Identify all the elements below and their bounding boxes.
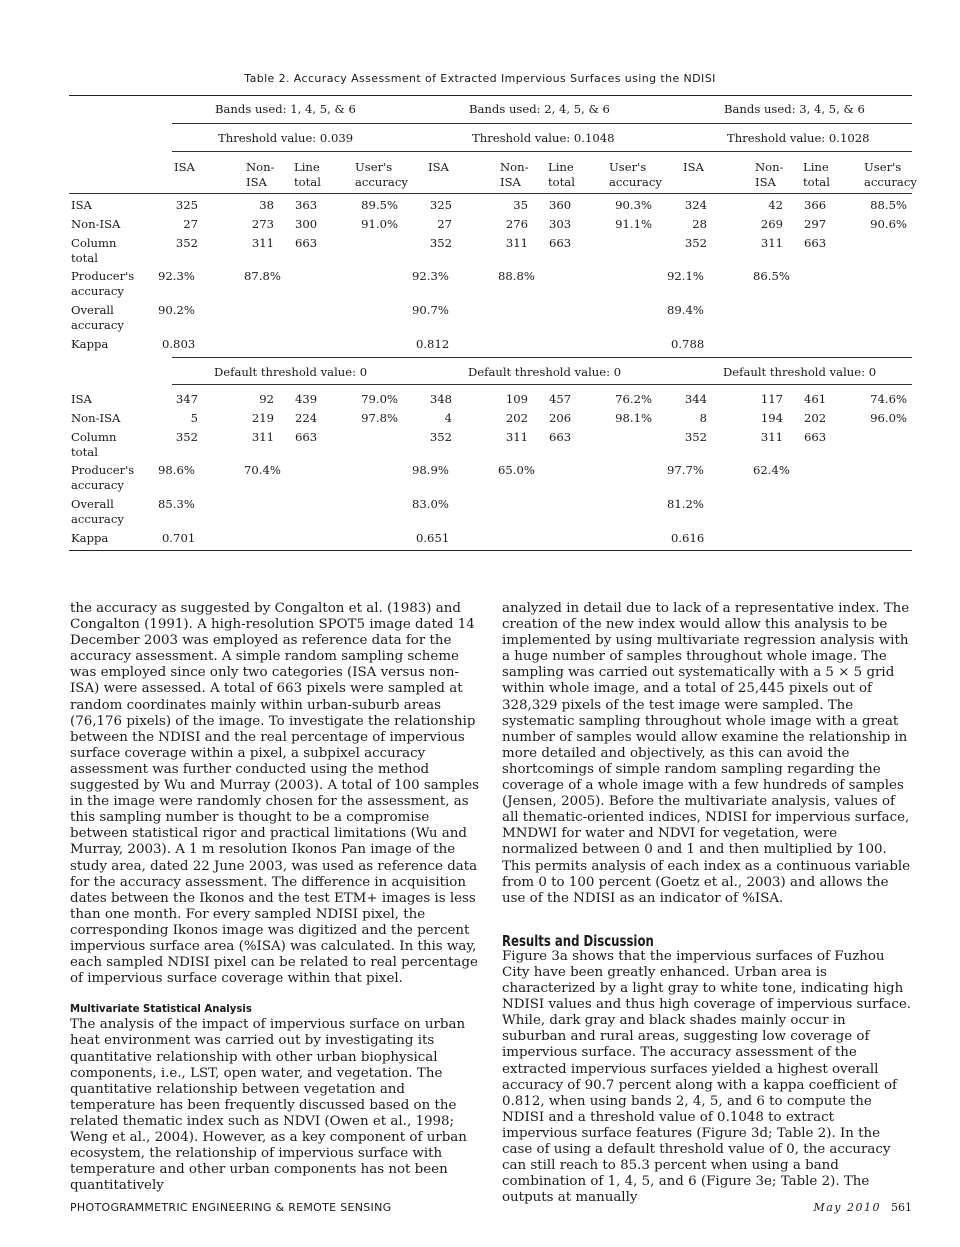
table-cell: 70.4%: [244, 463, 281, 477]
table-cell: 109: [505, 392, 528, 406]
table-cell: 81.2%: [667, 497, 704, 511]
table-cell: 27: [183, 217, 198, 231]
row-label: Overall accuracy: [71, 497, 124, 526]
table-cell: 303: [549, 217, 572, 231]
right-paragraph-2: Figure 3a shows that the impervious surfaces of Fuzhou City have been greatly enhanced. Urban area is characterized by a light gray to white tone, indicating high NDISI values and thus high coverage of impervious surface. While, dark gray and black shades mainly occur in suburban and rural areas, suggesting low coverage of impervious surface. The accuracy assessment of the extracted impervious surfaces yielded a highest overall accuracy of 90.7 percent along with a kappa coefficient of 0.812, when using bands 2, 4, 5, and 6 to compute the NDISI and a threshold value of 0.1048 to extract impervious surface features (Figure 3d; Table 2). In the case of using a default threshold value of 0, the accuracy can still reach to 85.3 percent when using a band combination of 1, 4, 5, and 6 (Figure 3e; Table 2). The outputs at manually: [502, 948, 912, 1206]
table-cell: 92.1%: [667, 269, 704, 283]
table-bottom-rule: [69, 550, 912, 551]
table-cell: 194: [760, 411, 783, 425]
left-paragraph-1: the accuracy as suggested by Congalton et al. (1983) and Congalton (1991). A high-resolution SPOT5 image dated 14 December 2003 was employed as reference data for the accuracy assessment. A simple random sampling scheme was employed since only two categories (ISA versus non-ISA) were assessed. A total of 663 pixels were sampled at random coordinates mainly within urban-suburb areas (76,176 pixels) of the image. To investigate the relationship between the NDISI and the real percentage of impervious surface coverage within a pixel, a subpixel accuracy assessment was further conducted using the method suggested by Wu and Murray (2003). A total of 100 samples in the image were randomly chosen for the assessment, as this sampling number is thought to be a compromise between statistical rigor and practical limitations (Wu and Murray, 2003). A 1 m resolution Ikonos Pan image of the study area, dated 22 June 2003, was used as reference data for the accuracy assessment. The difference in acquisition dates between the Ikonos and the test ETM+ images is less than one month. For every sampled NDISI pixel, the corresponding Ikonos image was digitized and the percent impervious surface area (%ISA) was calculated. In this way, each sampled NDISI pixel can be related to real percentage of impervious surface coverage within that pixel.: [70, 601, 480, 987]
table-cell: 297: [804, 217, 827, 231]
table-cell: 5: [190, 411, 198, 425]
table-cell: 276: [505, 217, 528, 231]
column-header: Line total: [548, 160, 575, 189]
table-cell: 42: [768, 198, 783, 212]
column-header: ISA: [428, 160, 449, 174]
table-cell: 117: [760, 392, 783, 406]
table-cell: 89.5%: [361, 198, 398, 212]
default-threshold-bottom-rule: [172, 384, 912, 385]
row-label: Producer's accuracy: [71, 269, 135, 298]
results-heading: Results and Discussion: [502, 931, 654, 950]
table-cell: 206: [549, 411, 572, 425]
table-cell: 35: [513, 198, 528, 212]
table-cell: 347: [175, 392, 198, 406]
table-cell: 85.3%: [158, 497, 195, 511]
column-header: Non- ISA: [246, 160, 275, 189]
threshold-label: Threshold value: 0.1028: [727, 131, 870, 145]
threshold-label: Threshold value: 0.1048: [472, 131, 615, 145]
table-cell: 219: [251, 411, 274, 425]
table-cell: 663: [549, 430, 572, 444]
table-cell: 91.1%: [615, 217, 652, 231]
table-cell: 311: [251, 236, 274, 250]
table-cell: 79.0%: [361, 392, 398, 406]
table-cell: 202: [505, 411, 528, 425]
column-header: User's accuracy: [864, 160, 917, 189]
row-label: Producer's accuracy: [71, 463, 135, 492]
bands-label: Bands used: 2, 4, 5, & 6: [469, 102, 610, 116]
table-cell: 97.8%: [361, 411, 398, 425]
table-cell: 89.4%: [667, 303, 704, 317]
table-cell: 352: [684, 236, 707, 250]
column-header: User's accuracy: [355, 160, 408, 189]
table-cell: 311: [760, 430, 783, 444]
table-cell: 28: [692, 217, 707, 231]
table-cell: 0.651: [416, 531, 450, 545]
table-top-rule: [69, 95, 912, 96]
default-threshold-label: Default threshold value: 0: [468, 365, 622, 379]
table-cell: 273: [251, 217, 274, 231]
table-cell: 38: [259, 198, 274, 212]
table-cell: 96.0%: [870, 411, 907, 425]
column-header: ISA: [683, 160, 704, 174]
row-label: Non-ISA: [71, 411, 121, 425]
left-paragraph-2: The analysis of the impact of impervious surface on urban heat environment was carried out by investigating its quantitative relationship with other urban biophysical components, i.e., LST, open water, and vegetation. The quantitative relationship between vegetation and temperature has been frequently discussed based on the related thematic index such as NDVI (Owen et al., 1998; Weng et al., 2004). However, as a key component of urban ecosystem, the relationship of impervious surface with temperature and other urban components has not been quantitatively: [70, 1017, 467, 1194]
table-cell: 74.6%: [870, 392, 907, 406]
table-cell: 98.9%: [412, 463, 449, 477]
default-threshold-top-rule: [172, 357, 912, 358]
journal-name: PHOTOGRAMMETRIC ENGINEERING & REMOTE SENSING: [70, 1201, 392, 1214]
bands-label: Bands used: 1, 4, 5, & 6: [215, 102, 356, 116]
table-cell: 83.0%: [412, 497, 449, 511]
row-label: Non-ISA: [71, 217, 121, 231]
table-cell: 311: [505, 430, 528, 444]
table-cell: 90.7%: [412, 303, 449, 317]
table-cell: 202: [804, 411, 827, 425]
row-label: ISA: [71, 198, 92, 212]
table-cell: 325: [429, 198, 452, 212]
page-number: 561: [891, 1201, 912, 1214]
table-cell: 27: [437, 217, 452, 231]
table-cell: 0.812: [416, 337, 450, 351]
table-cell: 352: [175, 236, 198, 250]
table-cell: 352: [429, 430, 452, 444]
table-cell: 663: [295, 236, 318, 250]
table-cell: 90.3%: [615, 198, 652, 212]
left-column: [70, 601, 480, 1194]
default-threshold-label: Default threshold value: 0: [214, 365, 368, 379]
row-label: Column total: [71, 430, 117, 459]
row-label: Column total: [71, 236, 117, 265]
table-cell: 300: [295, 217, 318, 231]
bands-label: Bands used: 3, 4, 5, & 6: [724, 102, 865, 116]
table-cell: 363: [295, 198, 318, 212]
table-cell: 0.701: [162, 531, 196, 545]
table-cell: 87.8%: [244, 269, 281, 283]
multivariate-heading: Multivariate Statistical Analysis: [70, 1002, 252, 1016]
table-cell: 92.3%: [412, 269, 449, 283]
column-header: Non- ISA: [755, 160, 784, 189]
table-caption: Table 2. Accuracy Assessment of Extracted Impervious Surfaces using the NDISI: [244, 72, 716, 85]
table-cell: 324: [684, 198, 707, 212]
threshold-label: Threshold value: 0.039: [218, 131, 354, 145]
table-cell: 325: [175, 198, 198, 212]
table-cell: 269: [760, 217, 783, 231]
table-cell: 439: [295, 392, 318, 406]
table-cell: 457: [549, 392, 572, 406]
table-cell: 0.803: [162, 337, 196, 351]
table-cell: 366: [804, 198, 827, 212]
table-cell: 90.2%: [158, 303, 195, 317]
table-cell: 88.8%: [498, 269, 535, 283]
table-cell: 90.6%: [870, 217, 907, 231]
footer-right: [813, 1201, 912, 1214]
header-rule: [69, 193, 912, 194]
threshold-rule: [172, 151, 912, 152]
table-cell: 663: [549, 236, 572, 250]
bands-rule: [172, 123, 912, 124]
table-cell: 0.788: [671, 337, 705, 351]
table-cell: 0.616: [671, 531, 705, 545]
table-cell: 663: [804, 236, 827, 250]
table-cell: 8: [699, 411, 707, 425]
table-cell: 352: [684, 430, 707, 444]
right-paragraph-1: analyzed in detail due to lack of a representative index. The creation of the new index would allow this analysis to be implemented by using multivariate regression analysis with a huge number of samples throughout whole image. The sampling was carried out systematically with a 5 × 5 grid within whole image, and a total of 25,445 pixels out of 328,329 pixels of the test image were sampled. The systematic sampling throughout whole image with a great number of samples would allow examine the relationship in more detailed and objectively, as this can avoid the shortcomings of simple random sampling regarding the coverage of a whole image with a few hundreds of samples (Jensen, 2005). Before the multivariate analysis, values of all thematic-oriented indices, NDISI for impervious surface, MNDWI for water and NDVI for vegetation, were normalized between 0 and 1 and then multiplied by 100. This permits analysis of each index as a continuous variable from 0 to 100 percent (Goetz et al., 2003) and allows the use of the NDISI as an indicator of %ISA.: [502, 601, 911, 906]
row-label: Kappa: [71, 337, 109, 351]
column-header: Non- ISA: [500, 160, 529, 189]
row-label: Overall accuracy: [71, 303, 124, 332]
table-cell: 86.5%: [753, 269, 790, 283]
table-cell: 311: [251, 430, 274, 444]
table-cell: 461: [804, 392, 827, 406]
table-cell: 663: [804, 430, 827, 444]
table-cell: 311: [505, 236, 528, 250]
table-cell: 98.6%: [158, 463, 195, 477]
column-header: User's accuracy: [609, 160, 662, 189]
table-cell: 62.4%: [753, 463, 790, 477]
table-cell: 224: [295, 411, 318, 425]
table-cell: 65.0%: [498, 463, 535, 477]
column-header: ISA: [174, 160, 195, 174]
table-cell: 91.0%: [361, 217, 398, 231]
table-cell: 4: [444, 411, 452, 425]
column-header: Line total: [803, 160, 830, 189]
table-cell: 348: [429, 392, 452, 406]
issue-date: May 2010: [813, 1201, 881, 1214]
table-cell: 88.5%: [870, 198, 907, 212]
table-cell: 360: [549, 198, 572, 212]
table-cell: 76.2%: [615, 392, 652, 406]
table-cell: 344: [684, 392, 707, 406]
table-cell: 92.3%: [158, 269, 195, 283]
table-cell: 92: [259, 392, 274, 406]
table-cell: 98.1%: [615, 411, 652, 425]
default-threshold-label: Default threshold value: 0: [723, 365, 877, 379]
column-header: Line total: [294, 160, 321, 189]
table-cell: 311: [760, 236, 783, 250]
table-cell: 352: [429, 236, 452, 250]
table-cell: 97.7%: [667, 463, 704, 477]
table-cell: 352: [175, 430, 198, 444]
table-cell: 663: [295, 430, 318, 444]
row-label: Kappa: [71, 531, 109, 545]
row-label: ISA: [71, 392, 92, 406]
right-column: [502, 601, 912, 1206]
